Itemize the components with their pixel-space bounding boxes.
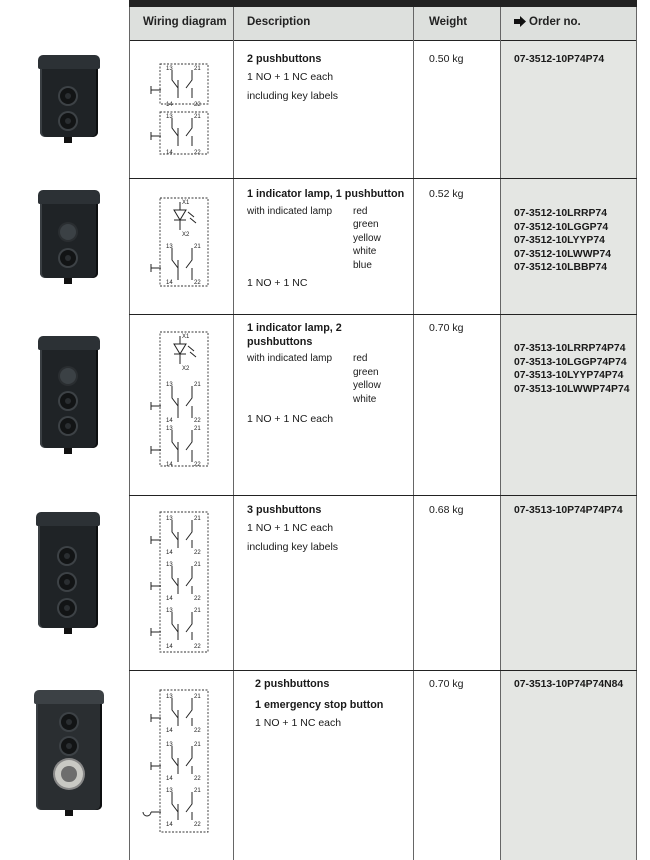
color-item: white — [353, 246, 377, 257]
order-number: 07-3512-10LYYP74 — [514, 235, 605, 246]
table-header — [129, 7, 637, 41]
wiring-diagram-2 — [148, 196, 214, 290]
wiring-label: 21 — [194, 608, 201, 614]
wiring-label: 13 — [166, 742, 173, 748]
row-line: 1 NO + 1 NC each — [255, 717, 342, 729]
color-item: white — [353, 393, 377, 405]
row-title: 1 indicator lamp, 2 pushbuttons — [247, 322, 342, 348]
order-number: 07-3513-10LGGP74P74 — [514, 356, 627, 368]
wiring-label: 21 — [194, 516, 201, 522]
wiring-label: X2 — [182, 232, 190, 238]
order-number: 07-3512-10LWWP74 — [514, 248, 612, 260]
order-list — [514, 53, 604, 67]
wiring-label: 14 — [166, 462, 173, 468]
wiring-label: 14 — [166, 596, 173, 602]
wiring-label: 14 — [166, 776, 173, 782]
row-title: 3 pushbuttons — [247, 504, 322, 516]
color-item: yellow — [353, 232, 381, 244]
wiring-label: 14 — [166, 822, 173, 828]
contact-text: 1 NO + 1 NC each — [247, 413, 334, 425]
wiring-label: 22 — [194, 596, 201, 602]
order-list — [514, 207, 611, 275]
wiring-label: 13 — [166, 516, 173, 522]
wiring-label: 13 — [166, 426, 173, 432]
wiring-label: 13 — [166, 788, 173, 794]
wiring-label: 22 — [194, 728, 201, 734]
wiring-label: 14 — [166, 728, 173, 734]
table-row — [247, 504, 338, 555]
color-item: blue — [353, 259, 372, 271]
wiring-label: 21 — [194, 562, 201, 568]
wiring-diagram-4 — [148, 510, 214, 654]
wiring-label: 14 — [166, 418, 173, 424]
wiring-label: X2 — [182, 366, 190, 372]
wiring-label: 14 — [166, 550, 173, 556]
wiring-label: 22 — [194, 280, 201, 286]
table-row — [255, 678, 383, 731]
row-title: 2 pushbuttons — [255, 678, 330, 690]
row-title: 1 indicator lamp, 1 pushbutton — [247, 188, 405, 200]
wiring-label: 22 — [194, 822, 201, 828]
wiring-label: 21 — [194, 66, 201, 72]
wiring-label: 22 — [194, 102, 201, 108]
weight-value: 0.50 kg — [429, 53, 464, 65]
wiring-label: X1 — [182, 200, 190, 206]
color-item: green — [353, 366, 379, 378]
order-list — [514, 342, 630, 396]
color-item: yellow — [353, 380, 381, 391]
order-number: 07-3512-10LRRP74 — [514, 208, 607, 219]
row-line: including key labels — [247, 90, 339, 102]
order-number: 07-3513-10P74P74P74 — [514, 505, 623, 516]
order-number: 07-3513-10P74P74N84 — [514, 679, 624, 690]
color-item: red — [353, 353, 368, 364]
weight-value: 0.70 kg — [429, 678, 464, 690]
wiring-label: 13 — [166, 608, 173, 614]
weight-value: 0.68 kg — [429, 504, 464, 516]
color-item: red — [353, 205, 368, 217]
wiring-label: 22 — [194, 150, 201, 156]
wiring-label: 21 — [194, 742, 201, 748]
wiring-label: 21 — [194, 788, 201, 794]
row-title: 2 pushbuttons — [247, 53, 322, 65]
header-order — [514, 16, 581, 30]
lamp-label: with indicated lamp — [247, 353, 333, 364]
wiring-diagram-3 — [148, 330, 214, 472]
wiring-diagram-5 — [140, 688, 216, 836]
wiring-label: 22 — [194, 418, 201, 424]
wiring-label: 14 — [166, 150, 173, 156]
wiring-label: 21 — [194, 244, 201, 250]
header-wiring: Wiring diagram — [143, 16, 227, 28]
header-description: Description — [247, 16, 311, 28]
color-list — [353, 205, 381, 273]
wiring-label: 21 — [194, 694, 201, 700]
wiring-label: 22 — [194, 462, 201, 468]
order-number: 07-3513-10LYYP74P74 — [514, 370, 624, 381]
weight-value: 0.70 kg — [429, 322, 464, 334]
arrow-right-icon — [514, 16, 526, 30]
wiring-label: 22 — [194, 644, 201, 650]
wiring-label: 14 — [166, 280, 173, 286]
order-number: 07-3512-10LGGP74 — [514, 221, 609, 233]
contact-text: 1 NO + 1 NC — [247, 276, 308, 289]
order-column-shading — [501, 40, 637, 860]
wiring-label: 22 — [194, 776, 201, 782]
color-item: green — [353, 219, 379, 230]
wiring-label: X1 — [182, 334, 190, 340]
wiring-diagram-1 — [148, 62, 214, 158]
header-weight: Weight — [429, 16, 468, 28]
wiring-label: 21 — [194, 426, 201, 432]
row-line: including key labels — [247, 541, 339, 553]
wiring-label: 14 — [166, 644, 173, 650]
weight-value: 0.52 kg — [429, 188, 464, 200]
wiring-label: 13 — [166, 382, 173, 388]
row-line: 1 NO + 1 NC each — [247, 70, 334, 83]
order-list — [514, 678, 623, 692]
wiring-label: 13 — [166, 66, 173, 72]
wiring-label: 14 — [166, 102, 173, 108]
wiring-label: 13 — [166, 244, 173, 250]
row-title-2: 1 emergency stop button — [255, 698, 384, 711]
order-number: 07-3513-10LWWP74P74 — [514, 383, 630, 395]
table-row — [247, 322, 407, 427]
order-list — [514, 504, 623, 518]
table-row — [247, 53, 338, 104]
wiring-label: 13 — [166, 114, 173, 120]
row-line: 1 NO + 1 NC each — [247, 521, 334, 534]
order-number: 07-3512-10LBBP74 — [514, 262, 607, 273]
wiring-label: 13 — [166, 562, 173, 568]
order-number: 07-3513-10LRRP74P74 — [514, 343, 626, 354]
table-row — [247, 188, 407, 290]
wiring-label: 21 — [194, 114, 201, 120]
wiring-label: 13 — [166, 694, 173, 700]
wiring-label: 21 — [194, 382, 201, 388]
top-bar — [129, 0, 637, 7]
wiring-label: 22 — [194, 550, 201, 556]
header-order-label: Order no. — [529, 16, 581, 28]
order-number: 07-3512-10P74P74 — [514, 54, 605, 65]
lamp-label: with indicated lamp — [247, 205, 333, 217]
color-list — [353, 352, 381, 406]
